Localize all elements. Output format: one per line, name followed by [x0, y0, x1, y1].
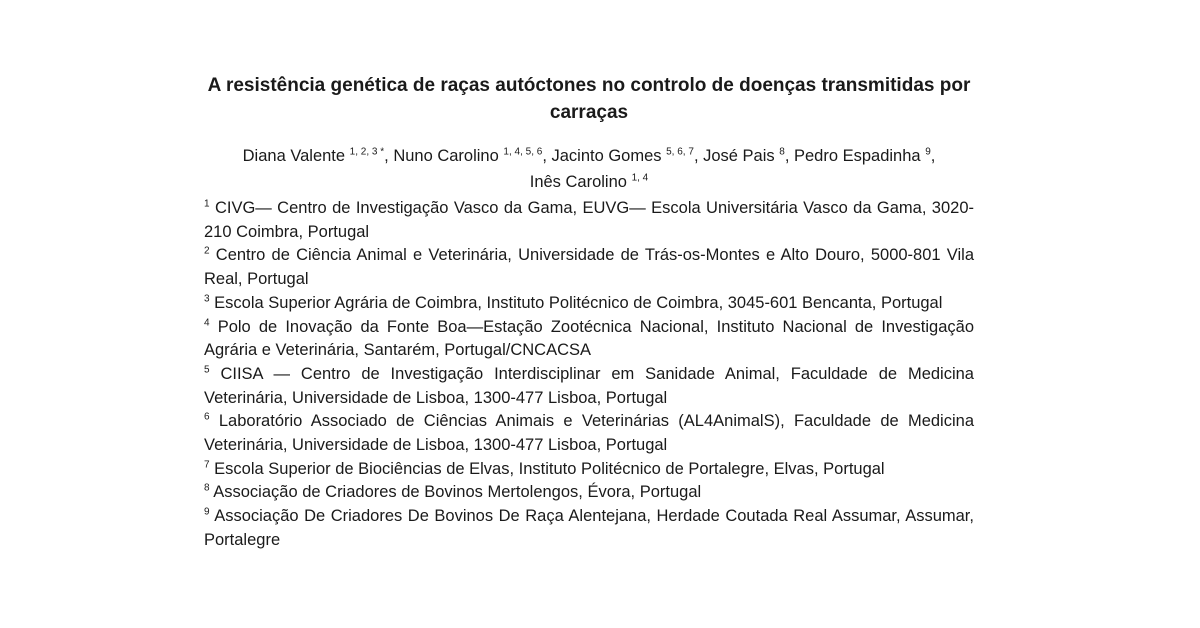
affiliation-item: [204, 292, 974, 316]
author-name: Diana Valente: [242, 147, 346, 165]
affiliation-text: CIVG— Centro de Investigação Vasco da Gama, EUVG— Escola Universitária Vasco da Gama, 3020-210 Coimbra, Portugal: [204, 199, 974, 241]
author-separator: ,: [542, 147, 552, 165]
affiliation-text: Escola Superior Agrária de Coimbra, Instituto Politécnico de Coimbra, 3045-601 Bencanta, Portugal: [214, 293, 943, 312]
author-affiliation-refs: 1, 4, 5, 6: [503, 146, 543, 158]
affiliation-text: Associação De Criadores De Bovinos De Raça Alentejana, Herdade Coutada Real Assumar, Assumar, Portalegre: [204, 507, 974, 549]
affiliation-text: Escola Superior de Biociências de Elvas, Instituto Politécnico de Portalegre, Elvas, Portugal: [214, 459, 885, 478]
affiliation-item: [204, 316, 974, 363]
affiliation-list: [204, 197, 974, 553]
author: [794, 147, 935, 165]
affiliation-item: [204, 410, 974, 457]
affiliation-item: [204, 458, 974, 482]
author-name: Nuno Carolino: [393, 147, 499, 165]
affiliation-number: 2: [204, 245, 210, 257]
author-separator: ,: [384, 147, 394, 165]
affiliation-item: [204, 505, 974, 552]
affiliation-text: Associação de Criadores de Bovinos Mertolengos, Évora, Portugal: [213, 483, 702, 502]
author-name: Inês Carolino: [529, 173, 627, 191]
author: [530, 173, 649, 191]
author-separator: ,: [693, 147, 704, 165]
author-name: Jacinto Gomes: [551, 147, 662, 165]
affiliation-text: Laboratório Associado de Ciências Animais e Veterinárias (AL4AnimalS), Faculdade de Medicina Veterinária, Universidade de Lisboa, 1300-477 Lisboa, Portugal: [204, 412, 974, 455]
author: [393, 147, 551, 165]
author: [551, 147, 703, 165]
paper-title: A resistência genética de raças autóctones no controlo de doenças transmitidas por carraças: [207, 75, 971, 123]
affiliation-number: 6: [204, 411, 210, 423]
author-separator: ,: [930, 147, 936, 165]
author: [703, 147, 794, 165]
affiliation-number: 9: [204, 506, 210, 518]
author-affiliation-refs: 8: [779, 146, 785, 158]
affiliation-text: Polo de Inovação da Fonte Boa—Estação Zootécnica Nacional, Instituto Nacional de Investigação Agrária e Veterinária, Santarém, Portugal/CNCACSA: [204, 317, 974, 360]
author-affiliation-refs: 1, 4: [631, 172, 649, 184]
affiliation-text: Centro de Ciência Animal e Veterinária, Universidade de Trás-os-Montes e Alto Douro, 5000-801 Vila Real, Portugal: [204, 246, 974, 289]
author-list: [204, 143, 974, 195]
author-name: Pedro Espadinha: [793, 147, 921, 165]
paper-header: [204, 72, 974, 553]
author-separator: ,: [784, 147, 794, 165]
affiliation-item: [204, 363, 974, 410]
affiliation-text: CIISA — Centro de Investigação Interdisciplinar em Sanidade Animal, Faculdade de Medicina Veterinária, Universidade de Lisboa, 1300-477 Lisboa, Portugal: [204, 364, 974, 407]
author-name: José Pais: [703, 147, 775, 165]
author-affiliation-refs: 9: [925, 146, 931, 158]
affiliation-number: 4: [204, 317, 210, 329]
affiliation-item: [204, 244, 974, 291]
affiliation-number: 3: [204, 293, 210, 305]
author-affiliation-refs: 5, 6, 7: [666, 146, 694, 158]
affiliation-number: 7: [204, 459, 210, 471]
affiliation-number: 5: [204, 364, 210, 376]
author-affiliation-refs: 1, 2, 3 *: [349, 146, 385, 158]
author: [243, 147, 394, 165]
affiliation-number: 1: [204, 198, 210, 210]
affiliation-item: [204, 197, 974, 244]
affiliation-item: [204, 481, 974, 505]
affiliation-number: 8: [204, 482, 210, 494]
